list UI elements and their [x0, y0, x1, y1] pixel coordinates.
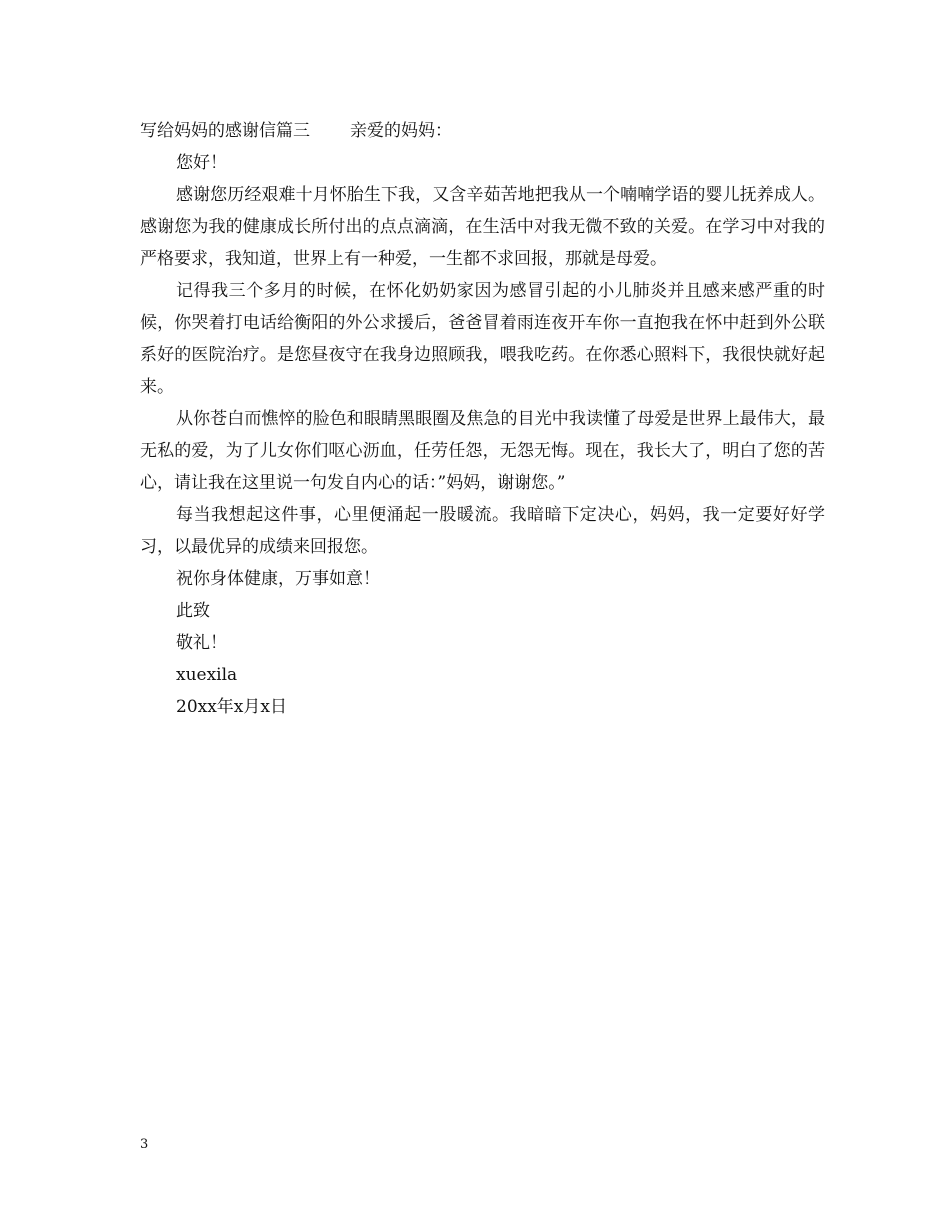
- paragraph-mothers-love: 从你苍白而憔悴的脸色和眼睛黑眼圈及焦急的目光中我读懂了母爱是世界上最伟大，最无私的爱，为了儿女你们呕心沥血，任劳任怨，无怨无悔。现在，我长大了，明白了您的苦心，请让我在这里说一句发自内心的话：”妈妈，谢谢您。”: [140, 409, 825, 493]
- closing-zhici: 此致: [176, 601, 210, 621]
- letter-date: 20xx年x月x日: [176, 697, 287, 717]
- letter-greeting: 您好！: [176, 153, 227, 173]
- paragraph-gratitude: 感谢您历经艰难十月怀胎生下我，又含辛茹苦地把我从一个喃喃学语的婴儿抚养成人。感谢您为我的健康成长所付出的点点滴滴，在生活中对我无微不致的关爱。在学习中对我的严格要求，我知道，世界上有一种爱，一生都不求回报，那就是母爱。: [140, 185, 825, 269]
- closing-jingli: 敬礼！: [176, 633, 227, 653]
- paragraph-memory: 记得我三个多月的时候，在怀化奶奶家因为感冒引起的小儿肺炎并且感来感严重的时候，你哭着打电话给衡阳的外公求援后，爸爸冒着雨连夜开车你一直抱我在怀中赶到外公联系好的医院治疗。是您昼夜守在我身边照顾我，喂我吃药。在你悉心照料下，我很快就好起来。: [140, 281, 825, 397]
- paragraph-resolution: 每当我想起这件事，心里便涌起一股暖流。我暗暗下定决心，妈妈，我一定要好好学习，以最优异的成绩来回报您。: [140, 505, 825, 557]
- closing-wish: 祝你身体健康，万事如意！: [176, 569, 380, 589]
- page-number: 3: [140, 1137, 149, 1152]
- letter-heading: [140, 115, 825, 147]
- letter-title: 写给妈妈的感谢信篇三: [140, 121, 310, 141]
- signature: xuexila: [176, 665, 238, 685]
- letter-body: [140, 115, 825, 723]
- letter-salutation: 亲爱的妈妈：: [350, 121, 452, 141]
